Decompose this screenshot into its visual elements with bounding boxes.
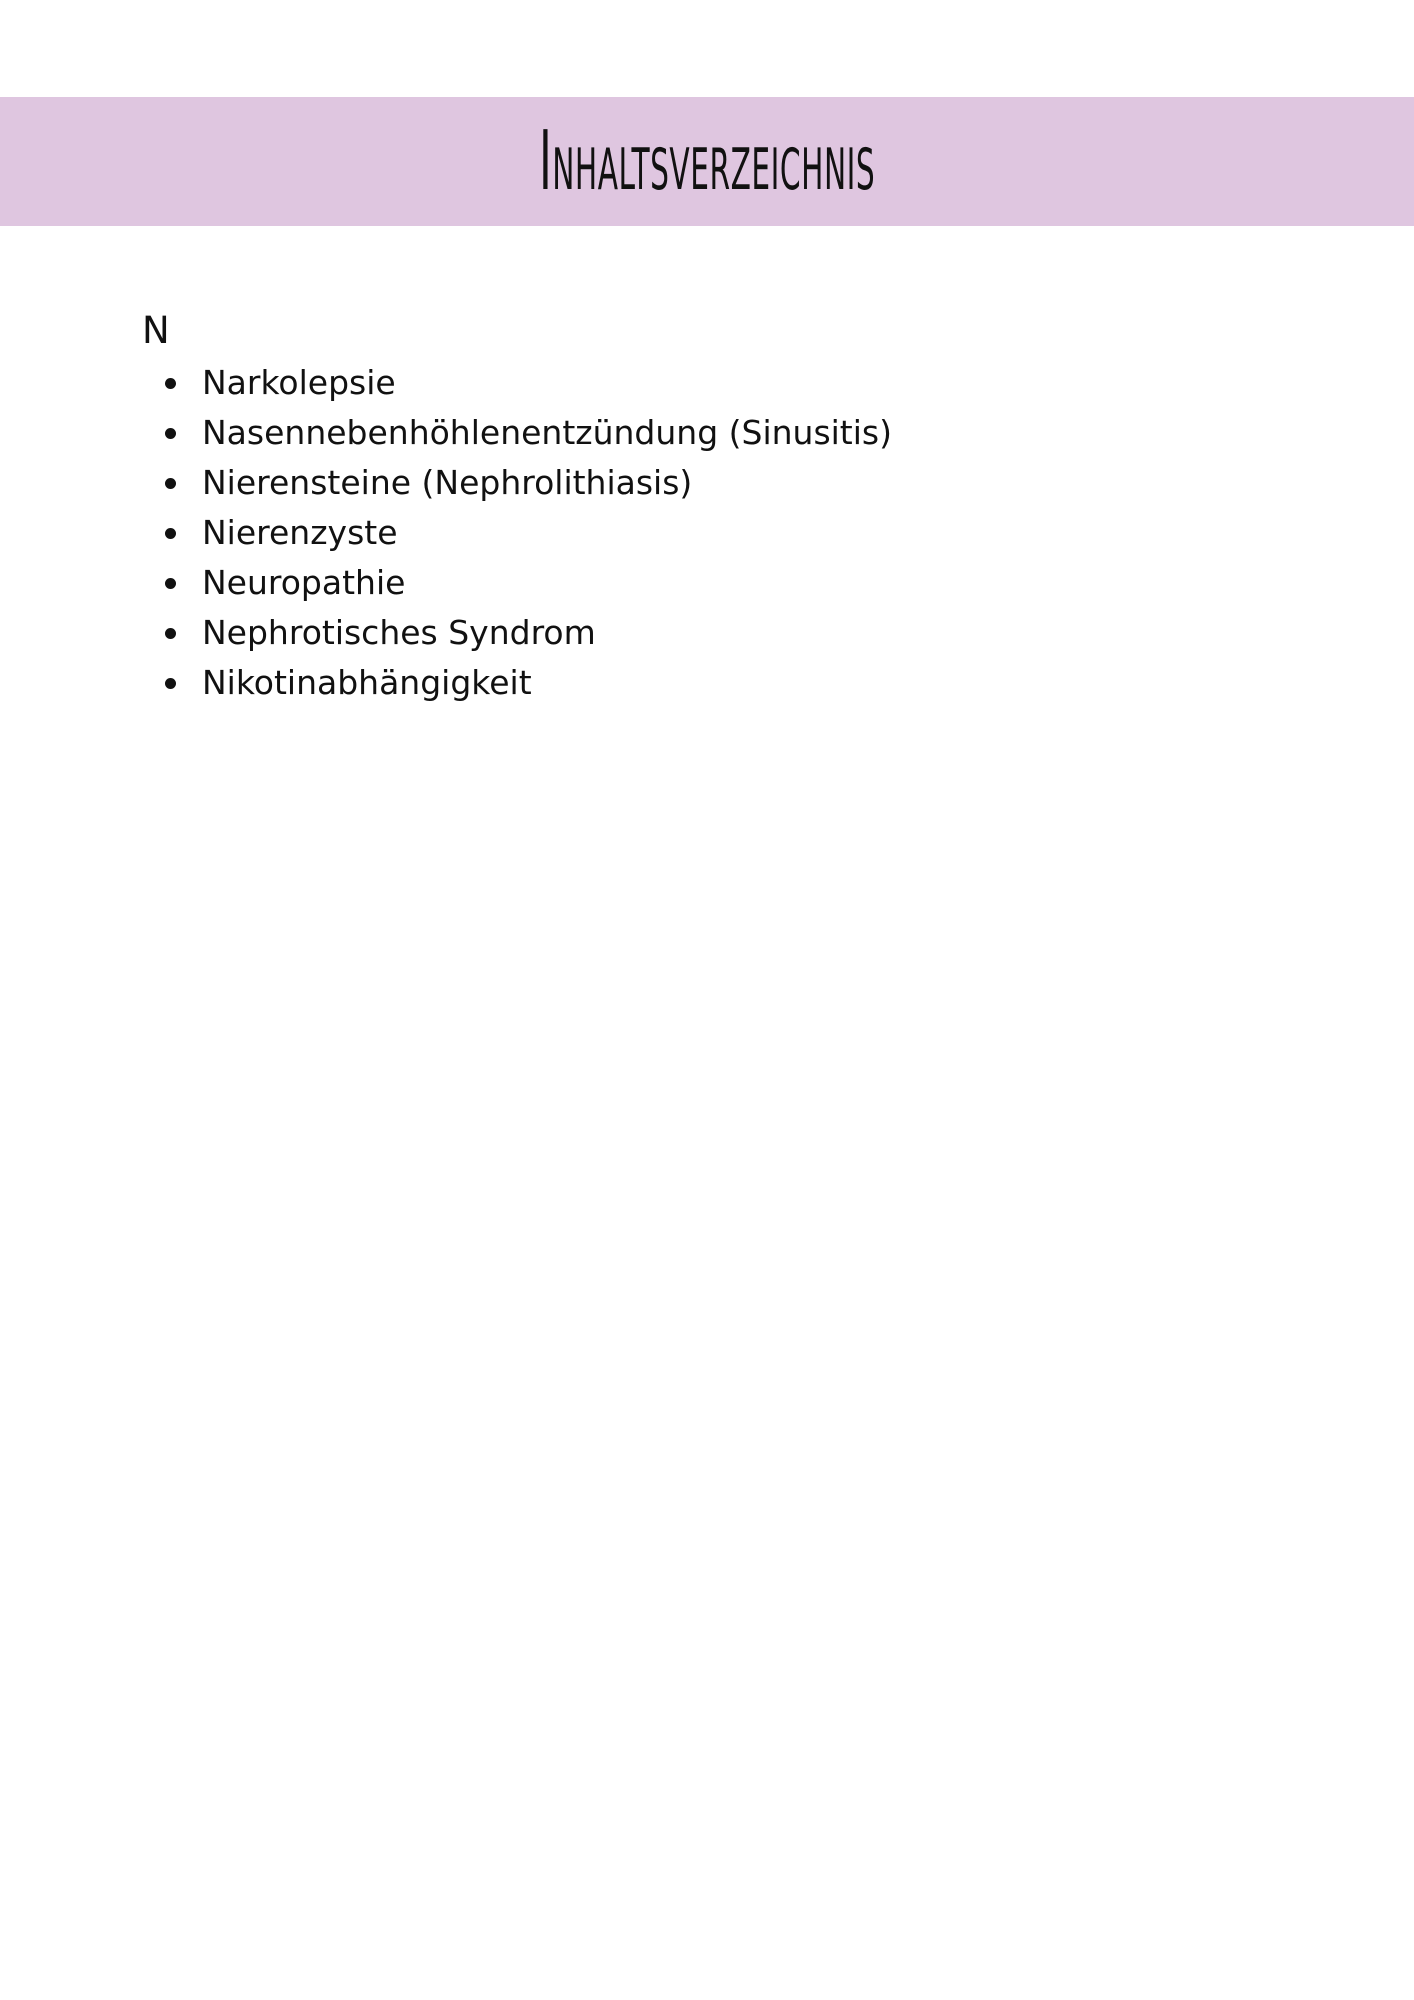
index-section bbox=[142, 304, 1272, 708]
entry-label: Nierensteine (Nephrolithiasis) bbox=[202, 463, 693, 502]
list-item bbox=[142, 508, 1272, 558]
title-band bbox=[0, 97, 1414, 226]
entry-list bbox=[142, 358, 1272, 708]
list-item bbox=[142, 558, 1272, 608]
section-letter: N bbox=[142, 309, 170, 352]
list-item bbox=[142, 458, 1272, 508]
list-item bbox=[142, 608, 1272, 658]
list-item bbox=[142, 358, 1272, 408]
page-title: Inhaltsverzeichnis bbox=[538, 113, 876, 209]
bullet-icon bbox=[165, 528, 176, 539]
bullet-icon bbox=[165, 378, 176, 389]
entry-label: Narkolepsie bbox=[202, 363, 396, 402]
entry-label: Neuropathie bbox=[202, 563, 406, 602]
list-item bbox=[142, 408, 1272, 458]
bullet-icon bbox=[165, 628, 176, 639]
entry-label: Nasennebenhöhlenentzündung (Sinusitis) bbox=[202, 413, 892, 452]
bullet-icon bbox=[165, 428, 176, 439]
bullet-icon bbox=[165, 478, 176, 489]
entry-label: Nikotinabhängigkeit bbox=[202, 663, 532, 702]
entry-label: Nephrotisches Syndrom bbox=[202, 613, 596, 652]
entry-label: Nierenzyste bbox=[202, 513, 398, 552]
list-item bbox=[142, 658, 1272, 708]
bullet-icon bbox=[165, 678, 176, 689]
bullet-icon bbox=[165, 578, 176, 589]
